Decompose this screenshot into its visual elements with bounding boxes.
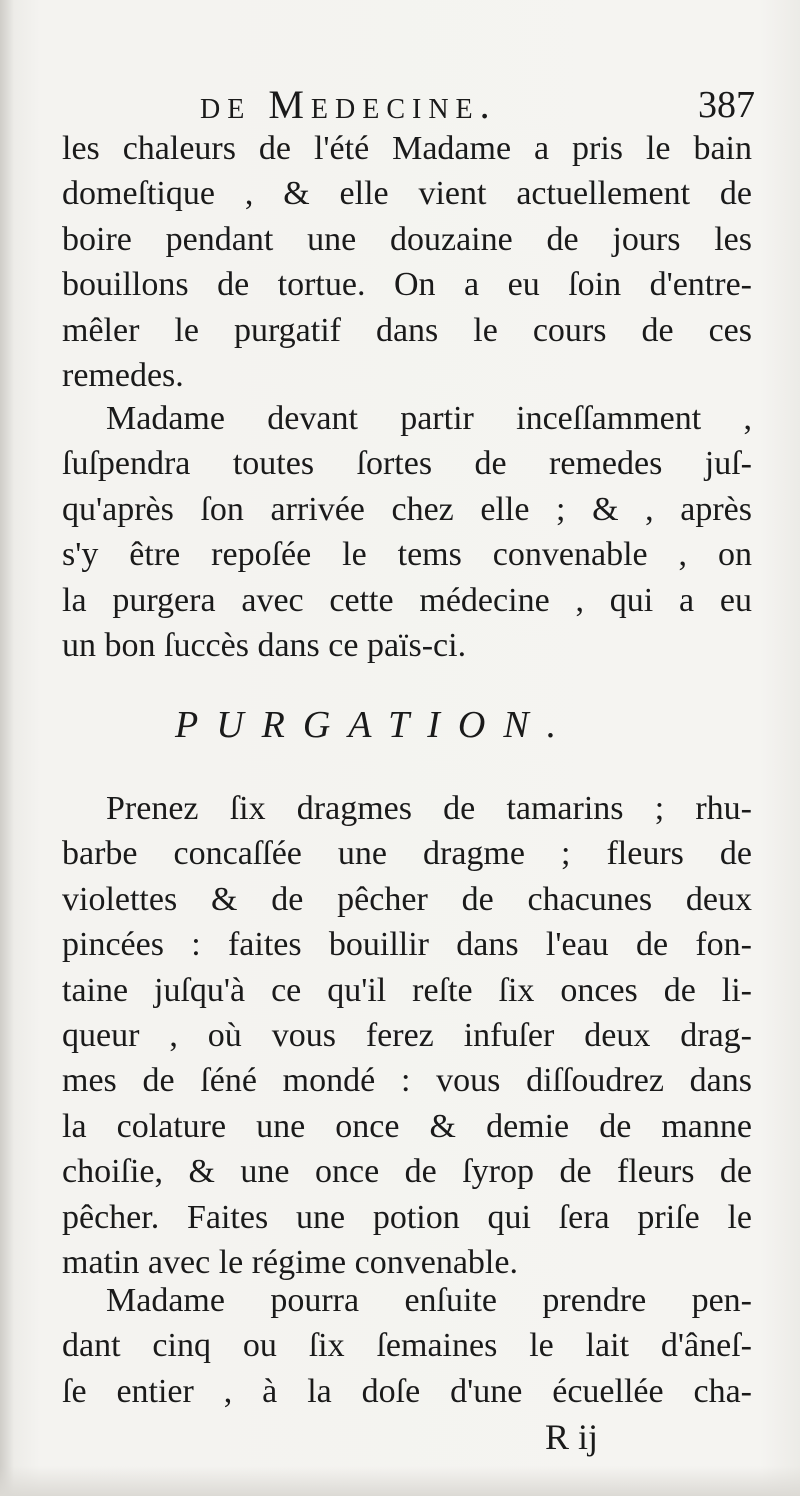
text-line: taine juſqu'à ce qu'il reſte ſix onces de li- bbox=[62, 971, 752, 1009]
text-line: barbe concaſſée une dragme ; fleurs de bbox=[62, 835, 752, 873]
text-line: Madame devant partir inceſſamment , bbox=[106, 400, 752, 437]
text-line: ſe entier , à la doſe d'une écuellée cha- bbox=[62, 1372, 752, 1410]
text-line: dant cinq ou ſix ſemaines le lait d'âneſ- bbox=[62, 1327, 752, 1365]
text-line: violettes & de pêcher de chacunes deux bbox=[62, 880, 752, 918]
paragraph-recipe bbox=[62, 786, 752, 1285]
text-line: queur , où vous ferez infuſer deux drag- bbox=[62, 1016, 752, 1054]
text-line: bouillons de tortue. On a eu ſoin d'entre- bbox=[62, 266, 752, 304]
text-line: la purgera avec cette médecine , qui a eu bbox=[62, 581, 752, 619]
text-line: les chaleurs de l'été Madame a pris le bain bbox=[62, 130, 752, 167]
signature-mark: R ij bbox=[545, 1417, 599, 1457]
section-heading: PURGATION. bbox=[175, 704, 575, 746]
text-line: qu'après ſon arrivée chez elle ; & , après bbox=[62, 490, 752, 528]
text-line: choiſie, & une once de ſyrop de fleurs de bbox=[62, 1153, 752, 1191]
text-line: Madame pourra enſuite prendre pen- bbox=[106, 1282, 752, 1319]
text-line: mes de ſéné mondé : vous diſſoudrez dans bbox=[62, 1062, 752, 1100]
text-line: la colature une once & demie de manne bbox=[62, 1107, 752, 1145]
text-line: ſuſpendra toutes ſortes de remedes juſ- bbox=[62, 445, 752, 483]
text-line: boire pendant une douzaine de jours les bbox=[62, 220, 752, 258]
running-title: de Medecine. bbox=[200, 82, 497, 127]
text-line: pincées : faites bouillir dans l'eau de fon- bbox=[62, 926, 752, 964]
text-line: s'y être repoſée le tems convenable , on bbox=[62, 536, 752, 574]
text-line: Prenez ſix dragmes de tamarins ; rhu- bbox=[106, 790, 752, 827]
paragraph-continuation bbox=[62, 126, 752, 398]
text-line: un bon ſuccès dans ce païs-ci. bbox=[62, 626, 467, 664]
text-line: remedes. bbox=[62, 356, 184, 394]
text-line: pêcher. Faites une potion qui ſera priſe le bbox=[62, 1198, 752, 1236]
paragraph-departure bbox=[62, 396, 752, 668]
page-header bbox=[200, 80, 755, 130]
text-line: domeſtique , & elle vient actuellement de bbox=[62, 175, 752, 213]
text-line: mêler le purgatif dans le cours de ces bbox=[62, 311, 752, 349]
text-line: matin avec le régime convenable. bbox=[62, 1243, 518, 1281]
paragraph-milk-cure bbox=[62, 1278, 752, 1414]
page-shadow-bottom bbox=[0, 1466, 800, 1496]
page-number: 387 bbox=[698, 84, 755, 126]
page-shadow-left bbox=[0, 0, 14, 1496]
